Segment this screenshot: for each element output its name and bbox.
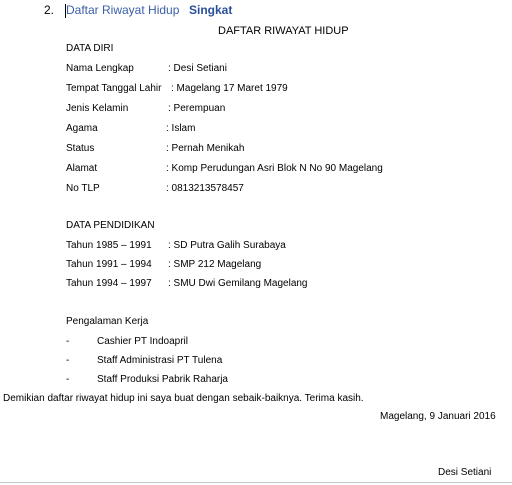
field-value: : Pernah Menikah	[166, 143, 245, 154]
bullet-dash: -	[66, 336, 70, 347]
education-school: : SD Putra Galih Surabaya	[168, 240, 286, 251]
bullet-dash: -	[66, 355, 70, 366]
field-label: Jenis Kelamin	[66, 103, 129, 114]
work-item: Cashier PT Indoapril	[97, 336, 188, 347]
education-years: Tahun 1985 – 1991	[66, 240, 152, 251]
heading-bold-text: Singkat	[189, 3, 233, 17]
list-number: 2.	[44, 3, 55, 17]
section-title-data-pendidikan: DATA PENDIDIKAN	[66, 220, 155, 231]
page-bottom-rule	[0, 482, 512, 483]
field-label: Status	[66, 143, 95, 154]
work-item: Staff Administrasi PT Tulena	[97, 355, 223, 366]
field-value: : 0813213578457	[166, 183, 244, 194]
field-label: Alamat	[66, 163, 98, 174]
section-title-data-diri: DATA DIRI	[66, 43, 114, 54]
field-value: : Islam	[166, 123, 196, 134]
closing-paragraph: Demikian daftar riwayat hidup ini saya buat dengan sebaik-baiknya. Terima kasih.	[3, 393, 364, 404]
place-date: Magelang, 9 Januari 2016	[380, 411, 496, 422]
heading-link[interactable]: Daftar Riwayat Hidup	[66, 3, 180, 17]
document-title: DAFTAR RIWAYAT HIDUP	[218, 25, 349, 37]
field-label: No TLP	[66, 183, 100, 194]
field-label: Nama Lengkap	[66, 63, 134, 74]
education-school: : SMU Dwi Gemilang Magelang	[168, 278, 308, 289]
field-label: Agama	[66, 123, 98, 134]
bullet-dash: -	[66, 374, 70, 385]
work-item: Staff Produksi Pabrik Raharja	[97, 374, 228, 385]
field-value: : Desi Setiani	[168, 63, 227, 74]
education-school: : SMP 212 Magelang	[168, 259, 262, 270]
field-value: : Komp Perudungan Asri Blok N No 90 Magelang	[166, 163, 383, 174]
signature-name: Desi Setiani	[438, 467, 492, 478]
field-value: : Magelang 17 Maret 1979	[171, 83, 288, 94]
field-value: : Perempuan	[168, 103, 226, 114]
section-title-pengalaman-kerja: Pengalaman Kerja	[66, 316, 149, 327]
education-years: Tahun 1994 – 1997	[66, 278, 152, 289]
education-years: Tahun 1991 – 1994	[66, 259, 152, 270]
field-label: Tempat Tanggal Lahir	[66, 83, 162, 94]
